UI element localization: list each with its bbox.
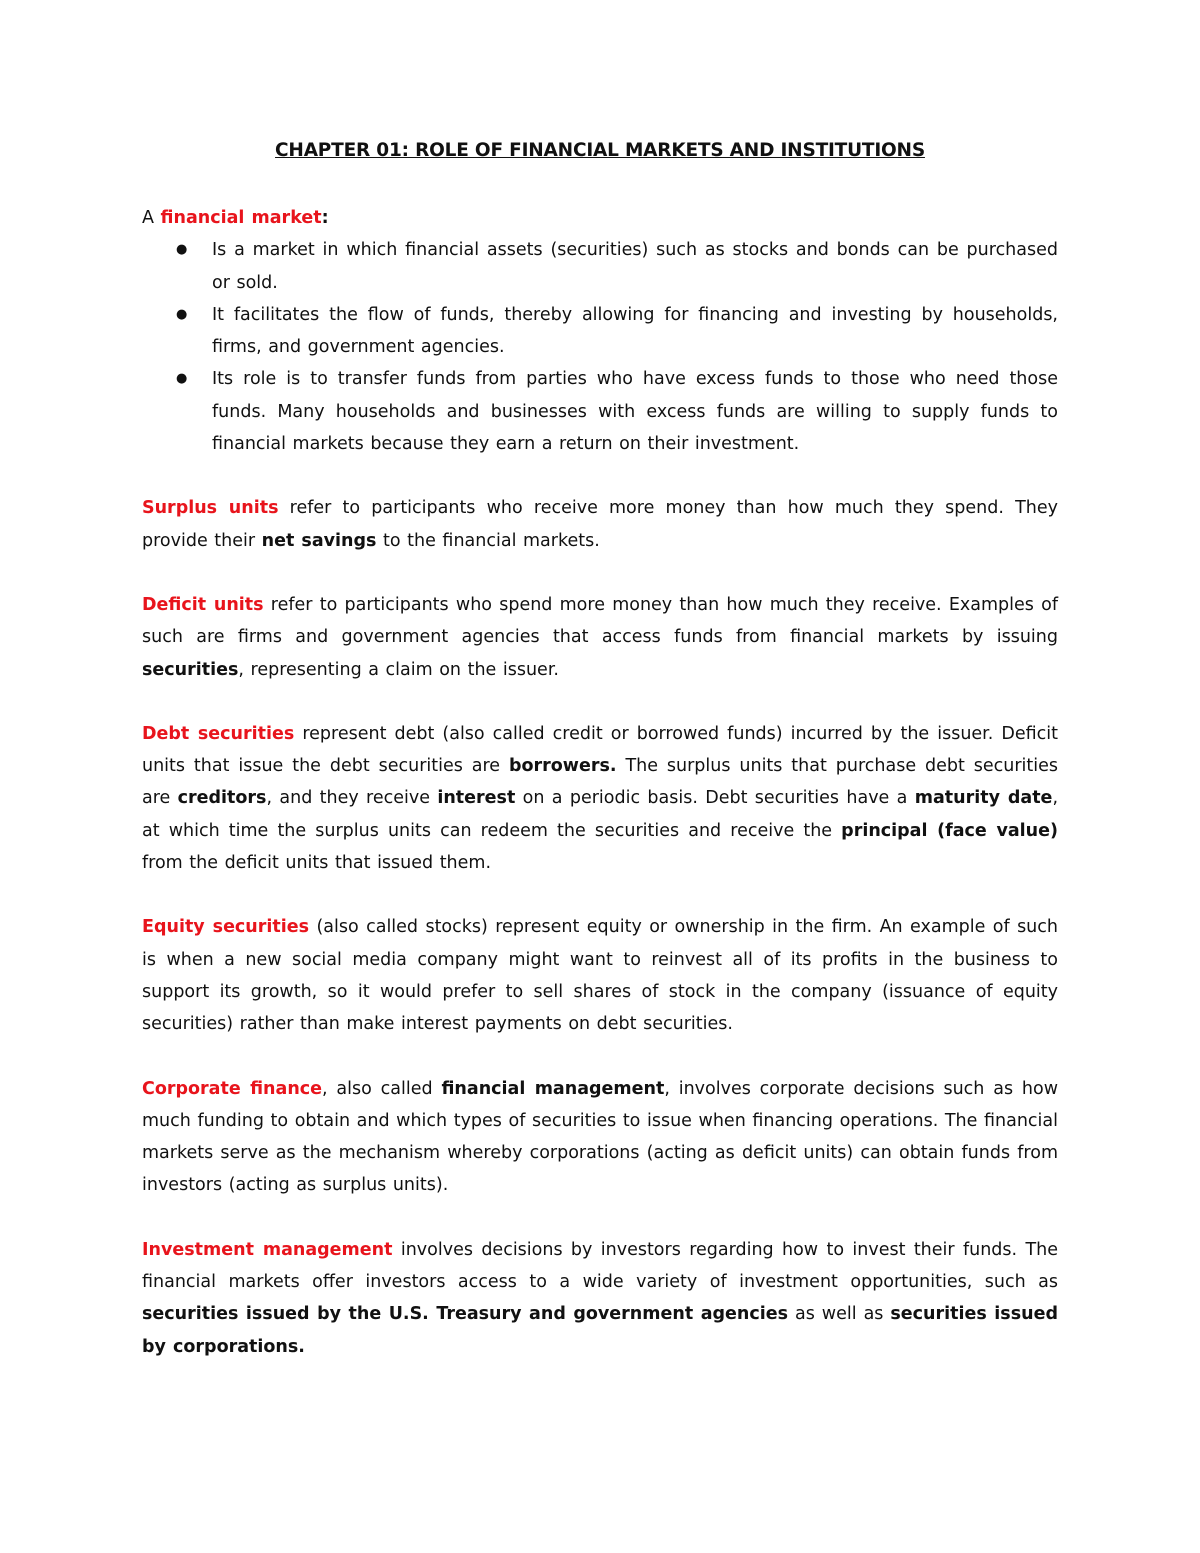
bullet-dot-icon: ●: [176, 306, 188, 322]
bold-term: securities issued by corporations.: [142, 1304, 1058, 1357]
bold-term: financial management: [441, 1078, 665, 1099]
surplus-units-paragraph: [142, 492, 1058, 557]
surplus-units-term: Surplus units: [142, 498, 279, 519]
investment-management-paragraph: [142, 1234, 1058, 1363]
deficit-units-term: Deficit units: [142, 594, 264, 615]
paragraph-text: refer to participants who receive more money than how much they spend. They provide their: [142, 498, 1058, 551]
bold-term: borrowers.: [508, 756, 617, 777]
equity-securities-paragraph: [142, 911, 1058, 1040]
bullet-text: Is a market in which financial assets (securities) such as stocks and bonds can be purchased or sold.: [212, 240, 1058, 293]
chapter-title: CHAPTER 01: ROLE OF FINANCIAL MARKETS AND INSTITUTIONS: [275, 140, 925, 161]
financial-market-term: financial market: [160, 208, 322, 228]
financial-market-bullets: [142, 234, 1058, 460]
debt-securities-term: Debt securities: [142, 723, 295, 744]
equity-securities-term: Equity securities: [142, 917, 310, 938]
paragraph-text: to the financial markets.: [376, 530, 600, 551]
paragraph-text: from the deficit units that issued them.: [142, 853, 492, 874]
bullet-text: It facilitates the flow of funds, thereby allowing for financing and investing by households, firms, and government agencies.: [212, 304, 1058, 358]
paragraph-text: , involves corporate decisions such as how much funding to obtain and which types of securities to issue when financing operations. The financial markets serve as the mechanism whereby corporations (acting as deficit units) can obtain funds from investors (acting as surplus units).: [142, 1078, 1059, 1196]
paragraph-text: on a periodic basis. Debt securities have a: [515, 788, 915, 809]
intro-colon: :: [321, 208, 329, 228]
paragraph-text: involves decisions by investors regarding how to invest their funds. The financial markets offer investors access to a wide variety of investment opportunities, such as: [142, 1239, 1058, 1293]
document-page: [142, 140, 1058, 1395]
bullet-item: [176, 234, 1058, 299]
corporate-finance-term: Corporate finance: [142, 1078, 323, 1099]
bold-term: creditors: [177, 788, 267, 809]
bold-term: net savings: [261, 530, 377, 551]
paragraph-text: The surplus units that purchase debt securities are: [142, 756, 1058, 809]
bold-term: maturity date: [914, 788, 1053, 809]
intro-article: A: [142, 208, 161, 228]
investment-management-term: Investment management: [142, 1239, 393, 1260]
bold-term: securities issued by the U.S. Treasury and government agencies: [142, 1304, 789, 1325]
paragraph-text: , also called: [322, 1078, 442, 1099]
bullet-text: Its role is to transfer funds from parties who have excess funds to those who need those funds. Many households and businesses with excess funds are willing to supply funds to financial markets because they earn a return on their investment.: [212, 369, 1058, 455]
corporate-finance-paragraph: [142, 1073, 1058, 1202]
paragraph-text: refer to participants who spend more money than how much they receive. Examples of such are firms and government agencies that access funds from financial markets by issuing: [142, 594, 1058, 648]
paragraph-text: as well as: [788, 1304, 891, 1325]
debt-securities-paragraph: [142, 718, 1058, 879]
bullet-item: [176, 363, 1058, 460]
paragraph-text: represent debt (also called credit or borrowed funds) incurred by the issuer. Deficit units that issue the debt securities are: [142, 723, 1058, 777]
bullet-dot-icon: ●: [176, 371, 188, 387]
paragraph-text: , and they receive: [266, 788, 438, 809]
paragraph-text: , representing a claim on the issuer.: [238, 659, 559, 680]
bullet-item: [176, 299, 1058, 364]
paragraph-text: (also called stocks) represent equity or ownership in the firm. An example of such is when a new social media company might want to reinvest all of its profits in the business to support its growth, so it would prefer to sell shares of stock in the company (issuance of equity securities) rather than make interest payments on debt securities.: [142, 917, 1058, 1035]
intro-line: [142, 202, 1058, 234]
bullet-dot-icon: ●: [176, 242, 188, 258]
bold-term: principal (face value): [841, 820, 1058, 841]
deficit-units-paragraph: [142, 589, 1058, 686]
paragraph-text: , at which time the surplus units can redeem the securities and receive the: [142, 788, 1059, 841]
bold-term: interest: [437, 788, 516, 809]
bold-term: securities: [142, 659, 239, 680]
